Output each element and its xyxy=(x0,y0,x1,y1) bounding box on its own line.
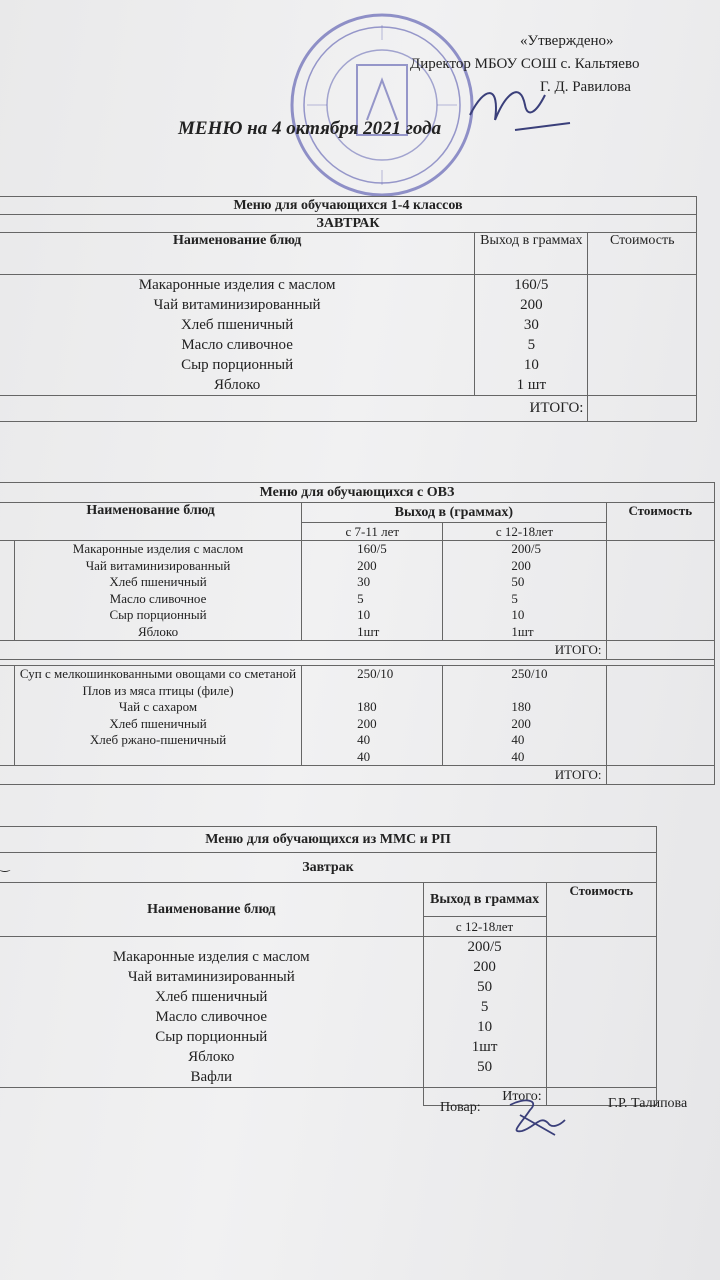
menu-table-grades-1-4 xyxy=(0,196,697,422)
output-value: 5 xyxy=(527,337,536,353)
table1-col-cost: Стоимость xyxy=(588,233,697,275)
table1-col-out: Выход в граммах xyxy=(475,233,588,275)
table1-col-name: Наименование блюд xyxy=(0,233,475,275)
output-value: 200/5 xyxy=(467,939,502,955)
output-value: 50 xyxy=(477,1059,493,1075)
table2-lunch-a xyxy=(302,666,443,766)
table3-empty xyxy=(0,1088,423,1106)
table2-lunch-total: ИТОГО: xyxy=(0,766,606,785)
table3-age: с 12-18лет xyxy=(423,917,546,937)
list-item: Суп с мелкошинкованными овощами со сметаной xyxy=(19,666,297,681)
list-item: Чай витаминизированный xyxy=(85,557,231,573)
output-value: 50 xyxy=(477,979,493,995)
output-value: 5 xyxy=(511,590,518,606)
list-item: Яблоко xyxy=(188,1049,235,1065)
output-value: 5 xyxy=(357,590,364,606)
output-value: 5 xyxy=(480,999,489,1015)
table1-items xyxy=(0,275,475,396)
output-value: 1шт xyxy=(357,623,380,639)
list-item: Яблоко xyxy=(213,377,261,393)
list-item: Хлеб ржано-пшеничный xyxy=(89,732,227,747)
table2-lunch-total-cost xyxy=(606,766,714,785)
output-value: 30 xyxy=(523,317,539,333)
list-item: Чай витаминизированный xyxy=(127,969,295,985)
approval-line-3: Г. Д. Равилова xyxy=(540,79,631,95)
output-value: 200 xyxy=(511,557,531,573)
table3-items xyxy=(0,937,423,1088)
output-value: 250/10 xyxy=(511,666,548,681)
list-item: Масло сливочное xyxy=(155,1009,268,1025)
table3-outputs xyxy=(423,937,546,1088)
table2-lunch-b xyxy=(443,666,606,766)
list-item: Хлеб пшеничный xyxy=(180,317,294,333)
menu-table-ovz xyxy=(0,482,715,785)
output-value: 10 xyxy=(477,1019,493,1035)
list-item: Масло сливочное xyxy=(109,590,207,606)
table3-heading: Меню для обучающихся из ММС и РП xyxy=(0,827,657,853)
table2-breakfast-total-cost xyxy=(606,641,714,660)
list-item: Хлеб пшеничный xyxy=(109,574,207,589)
menu-table-mms-rp xyxy=(0,826,657,1106)
table3-total: Итого: xyxy=(423,1088,546,1106)
table3-cost-cell xyxy=(546,937,656,1088)
output-value: 40 xyxy=(511,748,525,764)
output-value: 200 xyxy=(511,715,531,731)
table3-col-out: Выход в граммах xyxy=(423,883,546,917)
output-value: 10 xyxy=(357,607,371,622)
output-value: 1шт xyxy=(471,1039,498,1055)
table1-cost-cell xyxy=(588,275,697,396)
list-item: Макаронные изделия с маслом xyxy=(112,949,310,965)
table1-heading: Меню для обучающихся 1-4 классов xyxy=(0,197,697,215)
table2-col-out: Выход в (граммах) xyxy=(302,503,606,523)
list-item: Сыр порционный xyxy=(155,1029,268,1045)
output-value: 250/10 xyxy=(357,666,394,681)
table2-col-name: Наименование блюд xyxy=(0,503,302,541)
output-value: 40 xyxy=(357,748,371,764)
output-value: 40 xyxy=(357,732,371,747)
output-value: 30 xyxy=(357,574,371,589)
list-item: Плов из мяса птицы (филе) xyxy=(82,682,234,698)
output-value: 50 xyxy=(511,574,525,589)
output-value: 10 xyxy=(511,607,525,622)
table1-meal: ЗАВТРАК xyxy=(0,215,697,233)
table2-age-1: с 7-11 лет xyxy=(302,523,443,541)
table2-age-2: с 12-18лет xyxy=(443,523,606,541)
list-item: Макаронные изделия с маслом xyxy=(72,541,244,556)
list-item: Хлеб пшеничный xyxy=(155,989,268,1005)
list-item: Сыр порционный xyxy=(109,607,207,622)
table2-breakfast-cost xyxy=(606,541,714,641)
list-item: Хлеб пшеничный xyxy=(109,715,207,731)
cook-label: Повар: xyxy=(440,1100,481,1115)
list-item: Чай с сахаром xyxy=(118,699,198,714)
table2-margin-cell xyxy=(0,541,14,641)
list-item: Макаронные изделия с маслом xyxy=(138,277,336,293)
table2-margin-cell xyxy=(0,666,14,766)
output-value: 1 шт xyxy=(516,377,547,393)
output-value: 200 xyxy=(520,297,543,313)
approval-block xyxy=(410,30,710,99)
output-value: 10 xyxy=(523,357,539,373)
list-item: Чай витаминизированный xyxy=(153,297,321,313)
margin-mark: ‿ xyxy=(0,858,10,872)
table2-breakfast-total: ИТОГО: xyxy=(0,641,606,660)
table3-meal: Завтрак xyxy=(0,853,657,883)
table3-col-cost: Стоимость xyxy=(546,883,656,937)
table2-lunch-cost xyxy=(606,666,714,766)
output-value: 180 xyxy=(357,699,377,714)
output-value: 40 xyxy=(511,732,525,747)
output-value: 200 xyxy=(357,715,377,731)
table3-col-name: Наименование блюд xyxy=(0,883,423,937)
table2-lunch-items xyxy=(14,666,301,766)
list-item: Вафли xyxy=(190,1069,233,1085)
output-value: 160/5 xyxy=(357,541,387,556)
list-item: Яблоко xyxy=(137,623,179,639)
list-item: Сыр порционный xyxy=(181,357,294,373)
cook-name: Г.Р. Талипова xyxy=(608,1096,688,1111)
output-value: 200 xyxy=(357,557,377,573)
table2-heading: Меню для обучающихся с ОВЗ xyxy=(0,483,715,503)
output-value: 200/5 xyxy=(511,541,542,556)
output-value: 200 xyxy=(473,959,496,975)
output-value: 180 xyxy=(511,699,531,714)
table1-total-cost xyxy=(588,396,697,422)
cook-signature xyxy=(500,1095,570,1140)
table2-breakfast-a xyxy=(302,541,443,641)
table2-breakfast-b xyxy=(443,541,606,641)
list-item: Масло сливочное xyxy=(181,337,293,353)
approval-line-2: Директор МБОУ СОШ с. Кальтяево xyxy=(410,56,640,72)
table1-outputs xyxy=(475,275,588,396)
page-title: МЕНЮ на 4 октября 2021 года xyxy=(178,118,442,139)
approval-line-1: «Утверждено» xyxy=(520,33,614,49)
output-value: 1шт xyxy=(511,623,534,639)
table2-breakfast-items xyxy=(14,541,301,641)
table2-col-cost: Стоимость xyxy=(606,503,714,541)
table1-total: ИТОГО: xyxy=(0,396,588,422)
output-value: 160/5 xyxy=(514,277,549,293)
